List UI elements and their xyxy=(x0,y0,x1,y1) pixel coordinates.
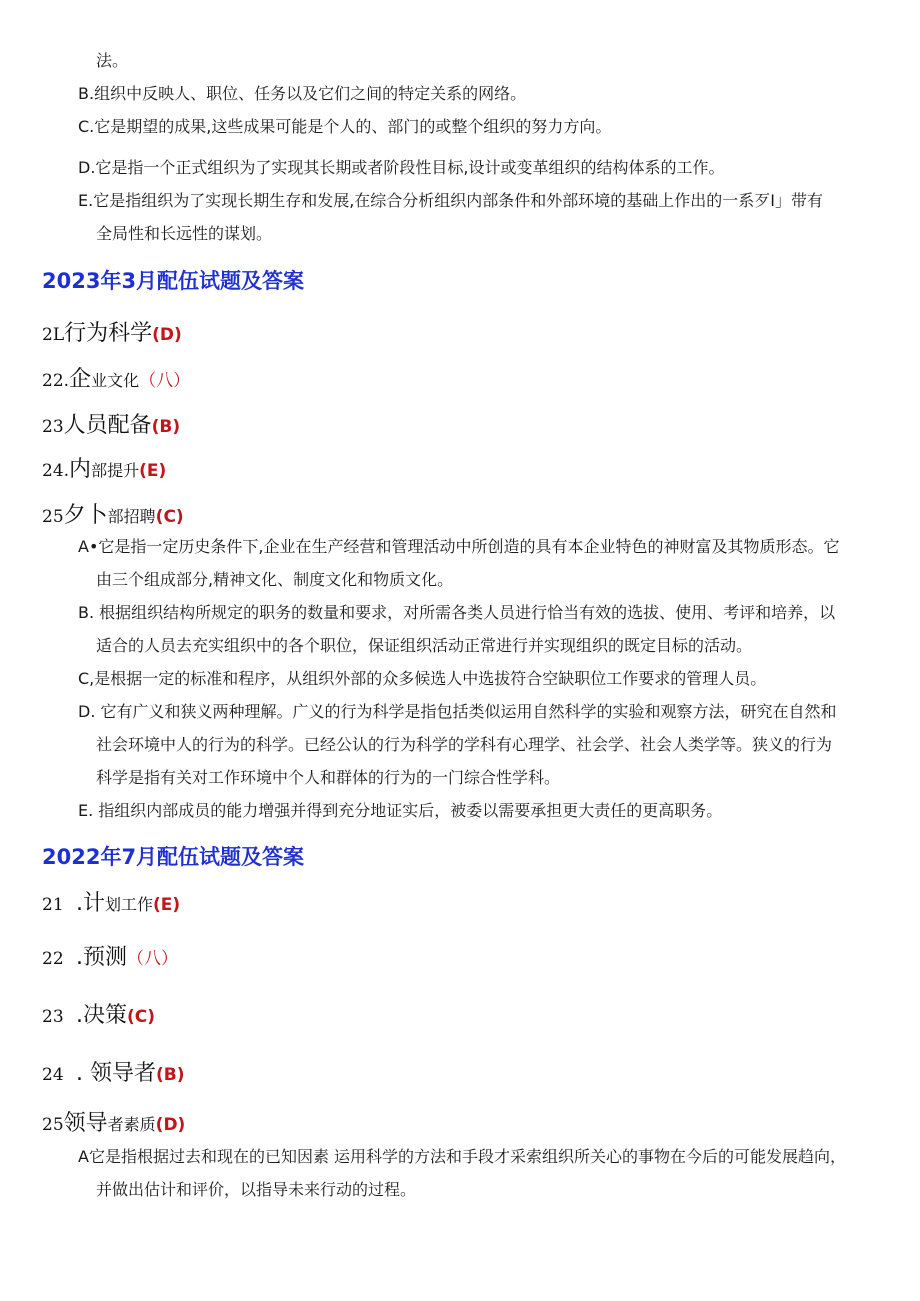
question-21 xyxy=(42,316,182,347)
question-number: 21 xyxy=(42,895,64,915)
option-b: B.组织中反映人、职位、任务以及它们之间的特定关系的网络。 xyxy=(78,84,527,103)
answer-label: (C) xyxy=(127,1007,156,1027)
question-term: 内 xyxy=(69,457,92,482)
question-term-rest: 者素质 xyxy=(107,1115,156,1134)
section-heading-2022: 2022年7月配伍试题及答案 xyxy=(42,845,305,869)
question-number: 22. xyxy=(42,371,70,391)
question-term: 夕卜 xyxy=(63,503,108,528)
option-c: C,是根据一定的标准和程序，从组织外部的众多候选人中选拔符合空缺职位工作要求的管理人员。 xyxy=(78,669,767,688)
option-a: A它是指根据过去和现在的已知因素 运用科学的方法和手段才采索组织所关心的事物在今后的可能发展趋向， xyxy=(78,1147,847,1166)
option-d-cont: 社会环境中人的行为的科学。已经公认的行为科学的学科有心理学、社会学、社会人类学等。狭义的行为 xyxy=(96,735,833,754)
option-a: A•它是指一定历史条件下,企业在生产经营和管理活动中所创造的具有本企业特色的神财富及其物质形态。它 xyxy=(78,537,840,556)
question-term: 行为科学 xyxy=(64,321,153,346)
answer-label: (B) xyxy=(156,1065,185,1085)
question-term-rest: 部招聘 xyxy=(107,507,156,526)
answer-label: (E) xyxy=(153,895,181,915)
option-d-cont: 科学是指有关对工作环境中个人和群体的行为的一门综合性学科。 xyxy=(96,768,561,787)
question-22 xyxy=(42,362,190,393)
question-term: 企 xyxy=(69,367,92,392)
question-term: . 领导者 xyxy=(76,1061,156,1086)
question-term: 人员配备 xyxy=(63,413,152,438)
answer-label: (B) xyxy=(151,417,181,437)
answer-label: (D) xyxy=(152,325,182,345)
option-d: D.它是指一个正式组织为了实现其长期或者阶段性目标,设计或变革组织的结构体系的工作。 xyxy=(78,158,725,177)
question-number: 24 xyxy=(42,1065,64,1085)
question-term-rest: 业文化 xyxy=(91,371,140,390)
question-number: 25 xyxy=(42,507,64,527)
question-term: .决策 xyxy=(76,1003,127,1028)
question-term: .计 xyxy=(76,891,105,916)
answer-label: （八） xyxy=(139,371,191,391)
question-23 xyxy=(42,408,180,439)
question-24 xyxy=(42,1056,185,1087)
answer-label: （八） xyxy=(127,949,178,969)
option-e: E. 指组织内部成员的能力增强并得到充分地证实后，被委以需要承担更大责任的更高职务。 xyxy=(78,801,723,820)
question-number: 24. xyxy=(42,461,70,481)
question-number: 25 xyxy=(42,1115,64,1135)
answer-label: (C) xyxy=(155,507,184,527)
question-24 xyxy=(42,452,166,483)
section-heading-2023: 2023年3月配伍试题及答案 xyxy=(42,269,305,293)
question-term-rest: 划工作 xyxy=(105,895,154,914)
answer-label: (E) xyxy=(139,461,167,481)
option-e: E.它是指组织为了实现长期生存和发展,在综合分析组织内部条件和外部环境的基础上作出的一系歹I」带有 xyxy=(78,191,824,210)
option-a-cont: 并做出估计和评价，以指导未来行动的过程。 xyxy=(96,1180,417,1199)
option-e-cont: 全局性和长远性的谋划。 xyxy=(96,224,273,243)
option-c: C.它是期望的成果,这些成果可能是个人的、部门的或整个组织的努力方向。 xyxy=(78,117,612,136)
question-25 xyxy=(42,1106,185,1137)
question-number: 22 xyxy=(42,949,64,969)
question-number: 23 xyxy=(42,417,64,437)
option-a-cont: 由三个组成部分,精神文化、制度文化和物质文化。 xyxy=(96,570,454,589)
question-number: 23 xyxy=(42,1007,64,1027)
option-b: B. 根据组织结构所规定的职务的数量和要求，对所需各类人员进行恰当有效的选拔、使用、考评和培养，以 xyxy=(78,603,836,622)
option-b-cont: 适合的人员去充实组织中的各个职位，保证组织活动正常进行并实现组织的既定目标的活动。 xyxy=(96,636,753,655)
text-line: 法。 xyxy=(96,51,129,70)
question-number: 2L xyxy=(42,325,65,345)
question-term-rest: 部提升 xyxy=(91,461,140,480)
question-25 xyxy=(42,498,184,529)
question-21 xyxy=(42,886,180,917)
question-term: .预测 xyxy=(76,945,127,970)
option-d: D. 它有广义和狭义两种理解。广义的行为科学是指包括类似运用自然科学的实验和观察方法，研究在自然和 xyxy=(78,702,837,721)
question-23 xyxy=(42,998,155,1029)
question-22 xyxy=(42,940,178,971)
question-term: 领导 xyxy=(63,1111,108,1136)
answer-label: (D) xyxy=(155,1115,186,1135)
